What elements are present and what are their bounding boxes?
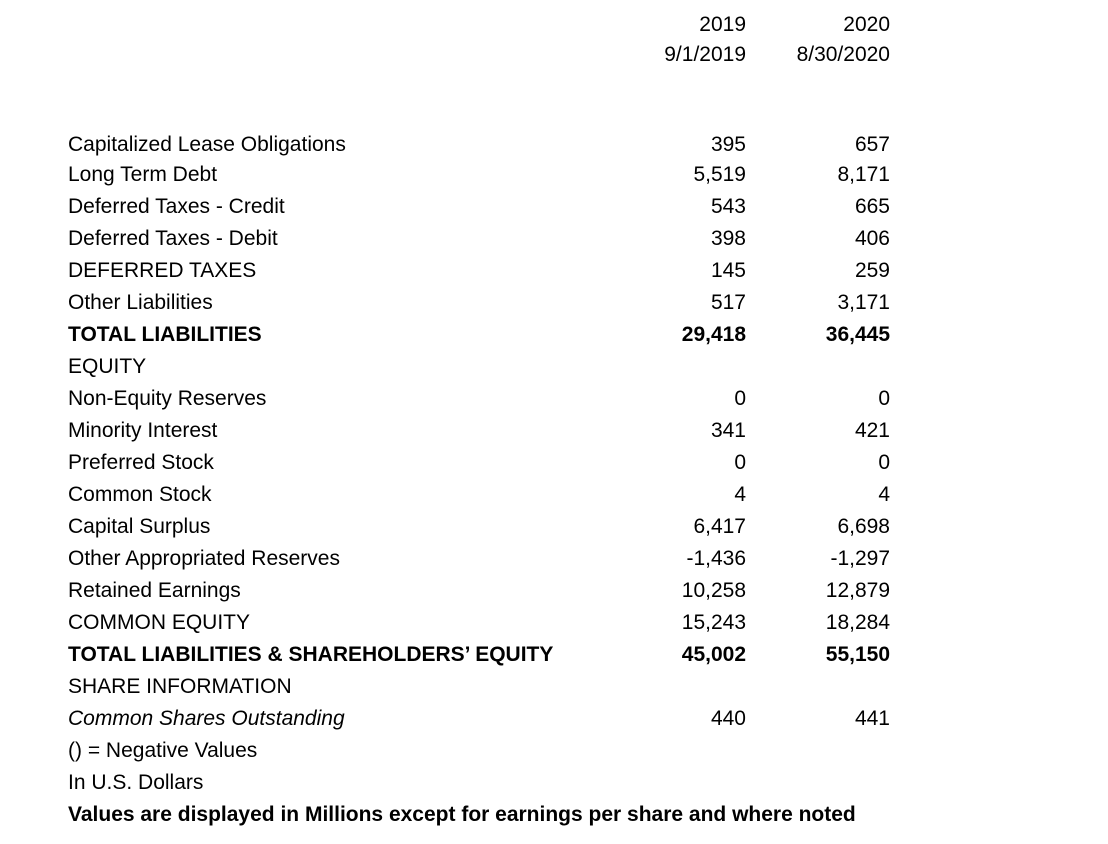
- value-2020: 18,284: [825, 611, 890, 634]
- value-2020: 55,150: [825, 643, 890, 666]
- row-label: DEFERRED TAXES: [68, 259, 257, 282]
- table-row-total-liabilities-equity: [0, 639, 1108, 671]
- row-label: Retained Earnings: [68, 579, 241, 602]
- value-2020: 6,698: [837, 515, 890, 538]
- row-label: Non-Equity Reserves: [68, 387, 267, 410]
- column-year-2019: 2019: [699, 13, 746, 36]
- row-label: Minority Interest: [68, 419, 218, 442]
- footnote-units: [0, 799, 1108, 831]
- value-2019: 0: [734, 387, 746, 410]
- row-label: Capitalized Lease Obligations: [68, 133, 346, 156]
- row-label: SHARE INFORMATION: [68, 675, 292, 698]
- value-2019: 543: [710, 195, 746, 218]
- row-label: Common Stock: [68, 483, 212, 506]
- row-label: Preferred Stock: [68, 451, 214, 474]
- value-2019: 5,519: [693, 163, 746, 186]
- section-heading-share-information: [0, 671, 1108, 703]
- row-label: Long Term Debt: [68, 163, 218, 186]
- value-2020: 3,171: [837, 291, 890, 314]
- section-heading-equity: [0, 351, 1108, 383]
- table-row: [0, 287, 1108, 319]
- value-2020: 421: [854, 419, 890, 442]
- footnote-negative-values: [0, 735, 1108, 767]
- row-label: Capital Surplus: [68, 515, 211, 538]
- value-2020: 259: [854, 259, 890, 282]
- row-label: TOTAL LIABILITIES: [68, 323, 262, 346]
- table-row: [0, 575, 1108, 607]
- value-2019: 395: [710, 133, 746, 156]
- column-header-2019: [620, 10, 746, 70]
- table-row-common-shares: [0, 703, 1108, 735]
- row-label: Other Liabilities: [68, 291, 213, 314]
- table-row: [0, 191, 1108, 223]
- value-2020: 0: [878, 387, 890, 410]
- table-row: [0, 447, 1108, 479]
- value-2020: -1,297: [830, 547, 890, 570]
- row-label: In U.S. Dollars: [68, 771, 204, 794]
- table-row: [0, 479, 1108, 511]
- table-row: [0, 255, 1108, 287]
- table-row: [0, 383, 1108, 415]
- value-2020: 657: [854, 133, 890, 156]
- value-2019: 29,418: [681, 323, 746, 346]
- value-2019: 6,417: [693, 515, 746, 538]
- row-label: Other Appropriated Reserves: [68, 547, 340, 570]
- value-2020: 8,171: [837, 163, 890, 186]
- column-header-2020: [760, 10, 890, 70]
- value-2019: 440: [710, 707, 746, 730]
- value-2020: 36,445: [825, 323, 890, 346]
- value-2019: 4: [734, 483, 746, 506]
- value-2019: 0: [734, 451, 746, 474]
- table-row: [0, 511, 1108, 543]
- column-date-2020: 8/30/2020: [796, 43, 890, 66]
- table-row: [0, 543, 1108, 575]
- footnote-currency: [0, 767, 1108, 799]
- value-2019: 45,002: [681, 643, 746, 666]
- row-label: TOTAL LIABILITIES & SHAREHOLDERS’ EQUITY: [68, 643, 554, 666]
- value-2019: 15,243: [681, 611, 746, 634]
- table-row-total-liabilities: [0, 319, 1108, 351]
- table-row: [0, 607, 1108, 639]
- value-2019: 10,258: [681, 579, 746, 602]
- table-row: [0, 415, 1108, 447]
- column-date-2019: 9/1/2019: [664, 43, 746, 66]
- row-label: Deferred Taxes - Debit: [68, 227, 278, 250]
- row-label: () = Negative Values: [68, 739, 258, 762]
- row-label: EQUITY: [68, 355, 147, 378]
- value-2020: 665: [854, 195, 890, 218]
- row-label: Values are displayed in Millions except for earnings per share and where noted: [68, 803, 856, 826]
- value-2019: 398: [710, 227, 746, 250]
- column-year-2020: 2020: [843, 13, 890, 36]
- row-label: COMMON EQUITY: [68, 611, 250, 634]
- value-2020: 406: [854, 227, 890, 250]
- value-2019: 517: [710, 291, 746, 314]
- value-2020: 0: [878, 451, 890, 474]
- row-label: Common Shares Outstanding: [68, 707, 345, 730]
- table-row: [0, 159, 1108, 191]
- value-2019: -1,436: [686, 547, 746, 570]
- value-2020: 12,879: [825, 579, 890, 602]
- table-row: [0, 223, 1108, 255]
- value-2019: 341: [710, 419, 746, 442]
- table-row: [0, 129, 1108, 161]
- value-2020: 4: [878, 483, 890, 506]
- value-2020: 441: [854, 707, 890, 730]
- value-2019: 145: [710, 259, 746, 282]
- row-label: Deferred Taxes - Credit: [68, 195, 285, 218]
